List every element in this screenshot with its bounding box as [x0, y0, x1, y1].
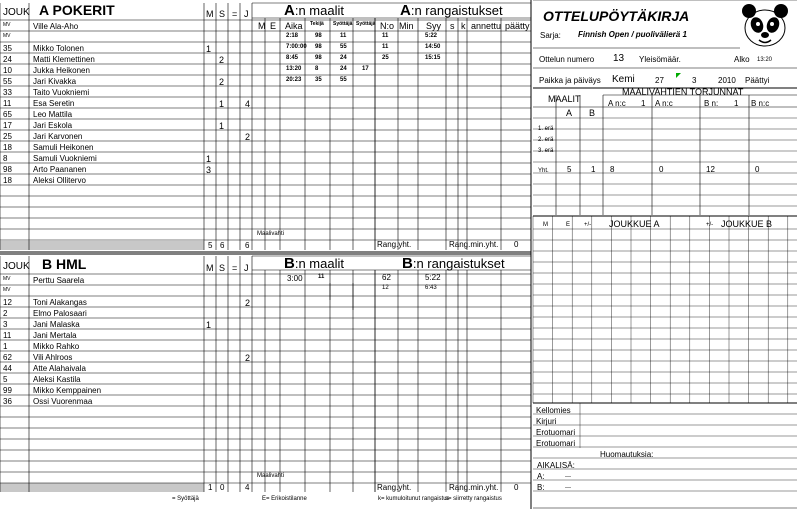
player-goals: 1 — [206, 154, 212, 164]
player-number: 3 — [3, 320, 8, 329]
penalty-col-header: annettu — [471, 21, 502, 31]
period-3-label: 3. erä — [538, 148, 554, 154]
player-number: 36 — [3, 397, 12, 406]
legend-special: E= Erikoistilanne — [262, 496, 307, 502]
period-1-label: 1. erä — [538, 126, 554, 132]
goal-scorer: 8 — [315, 66, 319, 72]
player-number: 11 — [3, 331, 12, 340]
timeout-b-value: --- — [565, 485, 571, 491]
audience-label: Yleisömäär. — [639, 55, 681, 64]
team-b-goals-title: B:n maalit — [284, 255, 344, 272]
player-name: Jari Kivakka — [33, 77, 77, 86]
player-name: Perttu Saarela — [33, 276, 85, 285]
player-number: 33 — [3, 88, 12, 97]
player-number: MV — [3, 276, 11, 282]
player-goals: 3 — [206, 165, 212, 175]
player-name: Ville Ala-Aho — [33, 22, 79, 31]
lineup-col-pm: +/- — [584, 222, 592, 228]
team-b-total-j: 4 — [245, 483, 250, 492]
team-a-rank-label: Rang.yht. — [377, 240, 412, 249]
player-name: Leo Mattila — [33, 110, 73, 119]
team-a-name: A POKERIT — [39, 2, 115, 18]
goalie-a1-label: A n:c — [608, 99, 626, 108]
month-value: 3 — [692, 76, 697, 85]
penalty-player: 25 — [382, 55, 389, 61]
player-number: 8 — [3, 154, 8, 163]
lineup-col-e: E — [566, 222, 571, 228]
lineup-col-pm2: +/- — [706, 222, 714, 228]
player-name: Mikko Kemppainen — [33, 386, 102, 395]
team-b-jouk-label: JOUK — [3, 261, 30, 272]
player-name: Matti Klemettinen — [33, 55, 95, 64]
player-name: Jani Mertala — [33, 331, 77, 340]
team-b-name: B HML — [42, 256, 87, 272]
referee-1-label: Erotuomari — [536, 428, 576, 437]
goal-time: 8:45 — [286, 55, 299, 61]
goalie-b2-label: B n:c — [751, 99, 770, 108]
goal-scorer: 35 — [315, 77, 322, 83]
team-b-total-bar — [0, 483, 204, 492]
panda-logo-icon — [740, 3, 790, 49]
total-b: 1 — [591, 165, 596, 174]
team-a-goalie-label: Maalivahti — [257, 231, 285, 237]
player-name: Aleksi Kastila — [33, 375, 81, 384]
goal-col-header: M — [258, 21, 266, 31]
year-value: 2010 — [718, 76, 736, 85]
series-value: Finnish Open / puolivälierä 1 — [578, 30, 687, 39]
player-number: 5 — [3, 375, 8, 384]
goal-time: 3:00 — [287, 274, 303, 283]
player-penalty-min: 2 — [245, 132, 251, 142]
player-name: Samuli Vuokniemi — [33, 154, 97, 163]
team-a-penalties-title: A:n rangaistukset — [400, 2, 503, 19]
penalty-col-header: päätty — [505, 21, 530, 31]
goal-time: 7:00:00 — [286, 44, 307, 50]
player-name: Aleksi Ollitervo — [33, 176, 86, 185]
penalty-player: 11 — [382, 33, 389, 39]
player-number: 24 — [3, 55, 12, 64]
end-label: Päättyi — [745, 76, 770, 85]
goal-assist-2: 17 — [362, 66, 369, 72]
team-a-total-m: 5 — [208, 241, 213, 250]
player-name: Taito Vuokniemi — [33, 88, 90, 97]
secretary-label: Kirjuri — [536, 417, 557, 426]
goal-time: 20:23 — [286, 77, 302, 83]
team-a-jouk-label: JOUK — [3, 7, 30, 18]
goal-scorer: 98 — [315, 44, 322, 50]
goal-col-header: Aika — [285, 21, 303, 31]
player-name: Jari Eskola — [33, 121, 73, 130]
player-number: 1 — [3, 342, 8, 351]
match-no-value: 13 — [613, 53, 625, 64]
team-a-col-m: M — [206, 9, 214, 19]
player-assists: 1 — [219, 121, 225, 131]
total-a: 5 — [567, 165, 572, 174]
goal-assist-1: 11 — [340, 33, 347, 39]
goal-col-header: E — [270, 21, 277, 31]
player-name: Toni Alakangas — [33, 298, 87, 307]
timekeeper-label: Kellomies — [536, 406, 571, 415]
player-penalty-min: 2 — [245, 353, 251, 363]
player-number: 44 — [3, 364, 12, 373]
start-label: Alko — [734, 55, 750, 64]
player-penalty-min: 2 — [245, 298, 251, 308]
player-name: Samuli Heikonen — [33, 143, 94, 152]
player-assists: 2 — [219, 77, 225, 87]
team-b-total-m: 1 — [208, 483, 213, 492]
player-number: 2 — [3, 309, 8, 318]
player-number: 35 — [3, 44, 12, 53]
goal-time: 2:18 — [286, 33, 299, 39]
goalie-b1-label: B n: — [704, 99, 719, 108]
goal-assist-1: 24 — [340, 66, 347, 72]
team-b-col-s: S — [219, 263, 226, 273]
start-value: 13:20 — [757, 57, 773, 63]
team-b-rank-min-label: Rang.min.yht. — [449, 483, 499, 492]
penalty-time: 6:43 — [425, 285, 437, 291]
team-a-col-s: S — [219, 9, 226, 19]
player-number: MV — [3, 33, 11, 39]
remarks-label: Huomautuksia: — [600, 450, 654, 459]
player-number: 62 — [3, 353, 12, 362]
player-number: 10 — [3, 66, 12, 75]
team-b-col-m: M — [206, 263, 214, 273]
flag-icon — [676, 73, 681, 78]
torj-a1: 8 — [610, 165, 615, 174]
timeout-b-label: B: — [537, 483, 545, 492]
player-penalty-min: 4 — [245, 99, 251, 109]
player-name: Ossi Vuorenmaa — [33, 397, 93, 406]
player-name: Esa Seretin — [33, 99, 75, 108]
player-name: Jani Malaska — [33, 320, 80, 329]
team-a-rank-min-label: Rang.min.yht. — [449, 240, 499, 249]
total-label: Yht. — [538, 168, 549, 174]
penalty-time: 5:22 — [425, 33, 438, 39]
player-name: Mikko Tolonen — [33, 44, 84, 53]
player-number: 25 — [3, 132, 12, 141]
team-a-col-j: J — [244, 9, 249, 19]
player-goals: 1 — [206, 320, 212, 330]
legend-cumulative: k= kumuloitunut rangaistus — [378, 496, 450, 502]
player-name: Arto Paananen — [33, 165, 87, 174]
player-assists: 2 — [219, 55, 225, 65]
period-2-label: 2. erä — [538, 137, 554, 143]
team-a-rank-min-value: 0 — [514, 240, 519, 249]
goal-col-header: Tekijä — [310, 21, 324, 27]
goal-assist-1: 55 — [340, 77, 347, 83]
team-b-goalie-label: Maalivahti — [257, 473, 285, 479]
player-number: 18 — [3, 143, 12, 152]
goal-assist-1: 55 — [340, 44, 347, 50]
penalty-player: 62 — [382, 273, 391, 282]
player-number: 18 — [3, 176, 12, 185]
team-a-total-s: 6 — [220, 241, 225, 250]
player-number: 11 — [3, 99, 12, 108]
series-label: Sarja: — [540, 31, 561, 40]
penalty-player: 12 — [382, 285, 389, 291]
goal-assist-1: 24 — [340, 55, 347, 61]
day-value: 27 — [655, 76, 664, 85]
player-number: MV — [3, 22, 11, 28]
team-a-col-eq: = — [232, 9, 238, 19]
referee-2-label: Erotuomari — [536, 439, 576, 448]
goal-time: 13:20 — [286, 66, 302, 72]
legend-assist: = Syöttäjä — [172, 496, 199, 502]
goal-scorer: 98 — [315, 33, 322, 39]
goal-col-header: Syöttäjä — [333, 21, 353, 27]
team-b-total-s: 0 — [220, 483, 225, 492]
player-name: Jari Karvonen — [33, 132, 83, 141]
player-goals: 1 — [206, 44, 212, 54]
player-number: 99 — [3, 386, 12, 395]
player-number: 12 — [3, 298, 12, 307]
penalty-time: 14:50 — [425, 44, 441, 50]
team-b-rank-label: Rang.yht. — [377, 483, 412, 492]
torj-b2: 0 — [755, 165, 760, 174]
penalty-col-header: N:o — [380, 21, 395, 31]
player-name: Vili Ahlroos — [33, 353, 73, 362]
summary-col-b: B — [589, 108, 596, 118]
penalty-col-header: k — [461, 21, 466, 31]
place-label: Paikka ja päiväys — [539, 76, 601, 85]
penalty-player: 11 — [382, 44, 389, 50]
timeout-a-label: A: — [537, 472, 545, 481]
player-number: 17 — [3, 121, 12, 130]
player-name: Mikko Rahko — [33, 342, 80, 351]
team-a-goals-title: A:n maalit — [284, 2, 344, 19]
penalty-time: 15:15 — [425, 55, 441, 61]
penalty-col-header: Min — [399, 21, 414, 31]
penalty-time: 5:22 — [425, 273, 441, 282]
team-b-rank-min-value: 0 — [514, 483, 519, 492]
lineup-col-m: M — [543, 222, 548, 228]
maalit-label: MAALIT — [548, 94, 581, 104]
player-number: MV — [3, 287, 11, 293]
team-a-total-bar — [0, 241, 204, 250]
player-name: Atte Alahaivala — [33, 364, 86, 373]
team-b-col-eq: = — [232, 263, 238, 273]
goal-scorer: 11 — [318, 274, 325, 280]
place-value: Kemi — [612, 74, 635, 85]
player-assists: 1 — [219, 99, 225, 109]
goalie-a1-value: 1 — [641, 99, 646, 108]
lineup-team-b: JOUKKUE B — [721, 219, 773, 229]
player-name: Elmo Palosaari — [33, 309, 87, 318]
player-number: 65 — [3, 110, 12, 119]
team-b-col-j: J — [244, 263, 249, 273]
team-b-penalties-title: B:n rangaistukset — [402, 255, 505, 272]
penalty-col-header: Syy — [426, 21, 442, 31]
goal-col-header: Syöttäjä — [356, 21, 376, 27]
match-no-label: Ottelun numero — [539, 55, 595, 64]
legend-delayed: s= siirretty rangaistus — [445, 496, 502, 502]
player-name: Jukka Heikonen — [33, 66, 90, 75]
penalty-col-header: s — [450, 21, 455, 31]
timeout-label: AIKALISÄ: — [537, 461, 575, 470]
lineup-team-a: JOUKKUE A — [609, 219, 660, 229]
torj-b1: 12 — [706, 165, 715, 174]
goalie-a2-label: A n:c — [655, 99, 673, 108]
goalie-title: MAALIVAHTIEN TORJUNNAT — [622, 87, 744, 97]
player-number: 55 — [3, 77, 12, 86]
timeout-a-value: --- — [565, 474, 571, 480]
sheet-title: OTTELUPÖYTÄKIRJA — [543, 8, 690, 24]
summary-col-a: A — [566, 108, 573, 118]
goal-scorer: 98 — [315, 55, 322, 61]
team-a-total-j: 6 — [245, 241, 250, 250]
goalie-b1-value: 1 — [734, 99, 739, 108]
torj-a2: 0 — [659, 165, 664, 174]
player-number: 98 — [3, 165, 12, 174]
